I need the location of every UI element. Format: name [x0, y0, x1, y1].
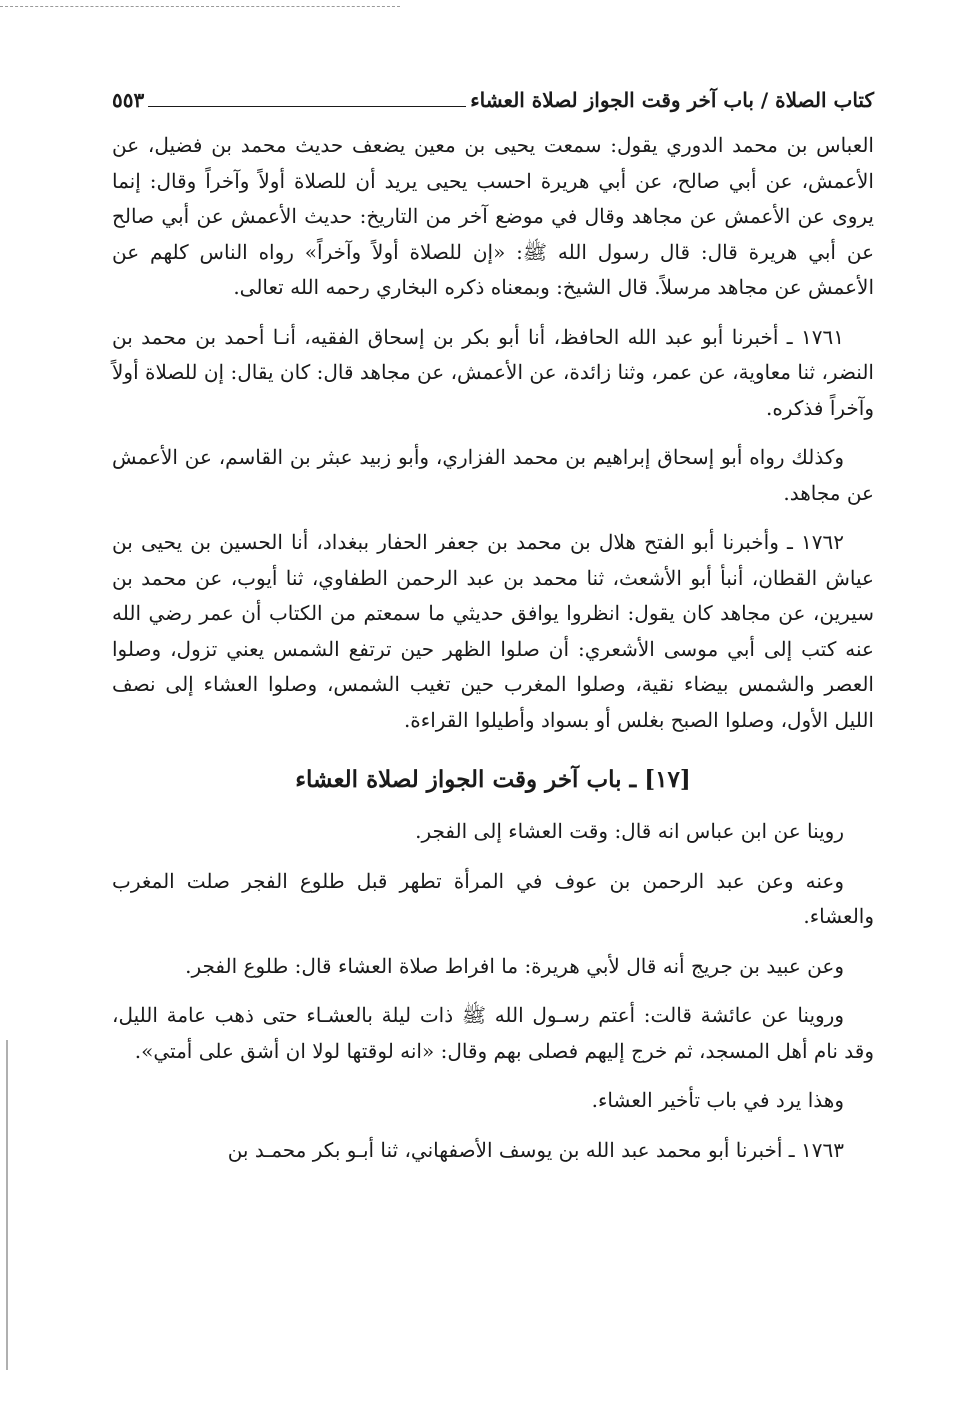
running-head-rule: [148, 106, 466, 107]
hadith-1763: ١٧٦٣ ـ أخبرنا أبو محمد عبد الله بن يوسف الأصفهاني، ثنا أبـو بكر محمـد بن: [227, 1137, 844, 1162]
book-page: [112, 88, 874, 1168]
running-head-title: كتاب الصلاة / باب آخر وقت الجواز لصلاة العشاء: [470, 88, 874, 112]
hadith-1761: ١٧٦١ ـ أخبرنا أبو عبد الله الحافظ، أنا أبو بكر بن إسحاق الفقيه، أنـا أحمد بن محمد بن النضر، ثنا معاوية، عن عمر، وثنا زائدة، عن الأعمش، عن مجاهد قال: كان يقال: إن للصلاة أولاً وآخراً فذكره.: [112, 324, 874, 420]
hadith-1762: ١٧٦٢ ـ وأخبرنا أبو الفتح هلال بن محمد بن جعفر الحفار ببغداد، أنا الحسين بن يحيى بن عياش القطان، أنبأ أبو الأشعث، ثنا محمد بن عبد الرحمن الطفاوي، ثنا أيوب، عن محمد بن سيرين، عن مجاهد كان يقول: انظروا يوافق حديثي ما سمعتم من الكتاب أن عمر رضي الله عنه كتب إلى أبي موسى الأشعري: أن صلوا الظهر حين ترتفع الشمس يعني تزول، وصلوا العصر والشمس بيضاء نقية، وصلوا المغرب حين تغيب الشمس، وصلوا العشاء إلى نصف الليل الأول، وصلوا الصبح بغلس أو بسواد وأطيلوا القراءة.: [112, 530, 874, 732]
paragraph-narration-note: وكذلك رواه أبو إسحاق إبراهيم بن محمد الفزاري، وأبو زبيد عبثر بن القاسم، عن الأعمش عن مجاهد.: [112, 445, 874, 505]
chapter-paragraph-ubaid: وعن عبيد بن جريج أنه قال لأبي هريرة: ما افراط صلاة العشاء قال: طلوع الفجر.: [185, 953, 844, 978]
chapter-paragraph-ibn-abbas: روينا عن ابن عباس انه قال: وقت العشاء إلى الفجر.: [415, 819, 844, 843]
chapter-title: [١٧] ـ باب آخر وقت الجواز لصلاة العشاء: [295, 766, 691, 793]
running-head: [112, 88, 874, 128]
chapter-paragraph-abdulrahman: وعنه وعن عبد الرحمن بن عوف في المرأة تطهر قبل طلوع الفجر صلت المغرب والعشاء.: [112, 868, 874, 928]
chapter-paragraph-aisha: وروينا عن عائشة قالت: أعتم رسـول الله ﷺ ذات ليلة بالعشـاء حتى ذهب عامة الليل، وقد نام أهل المسجد، ثم خرج إليهم فصلى بهم وقال: «انه لوقتها لولا ان أشق على أمتي».: [112, 1003, 874, 1063]
paragraph-continued-text: العباس بن محمد الدوري يقول: سمعت يحيى بن معين يضعف حديث محمد بن فضيل، عن الأعمش، عن أبي صالح، عن أبي هريرة احسب يحيى يريد أن للصلاة أولاً وآخراً وقال: إنما يروى عن الأعمش عن مجاهد وقال في موضع آخر من التاريخ: حديث الأعمش عن أبي صالح عن أبي هريرة قال: قال رسول الله ﷺ: «إن للصلاة أولاً وآخراً» رواه الناس كلهم عن الأعمش عن مجاهد مرسلاً. قال الشيخ: وبمعناه ذكره البخاري رحمه الله تعالى.: [112, 133, 874, 299]
page-number: ٥٥٣: [112, 88, 145, 112]
top-dashed-edge: [0, 6, 400, 7]
chapter-paragraph-note: وهذا يرد في باب تأخير العشاء.: [591, 1088, 844, 1112]
page-edge-mark: [6, 1040, 8, 1370]
